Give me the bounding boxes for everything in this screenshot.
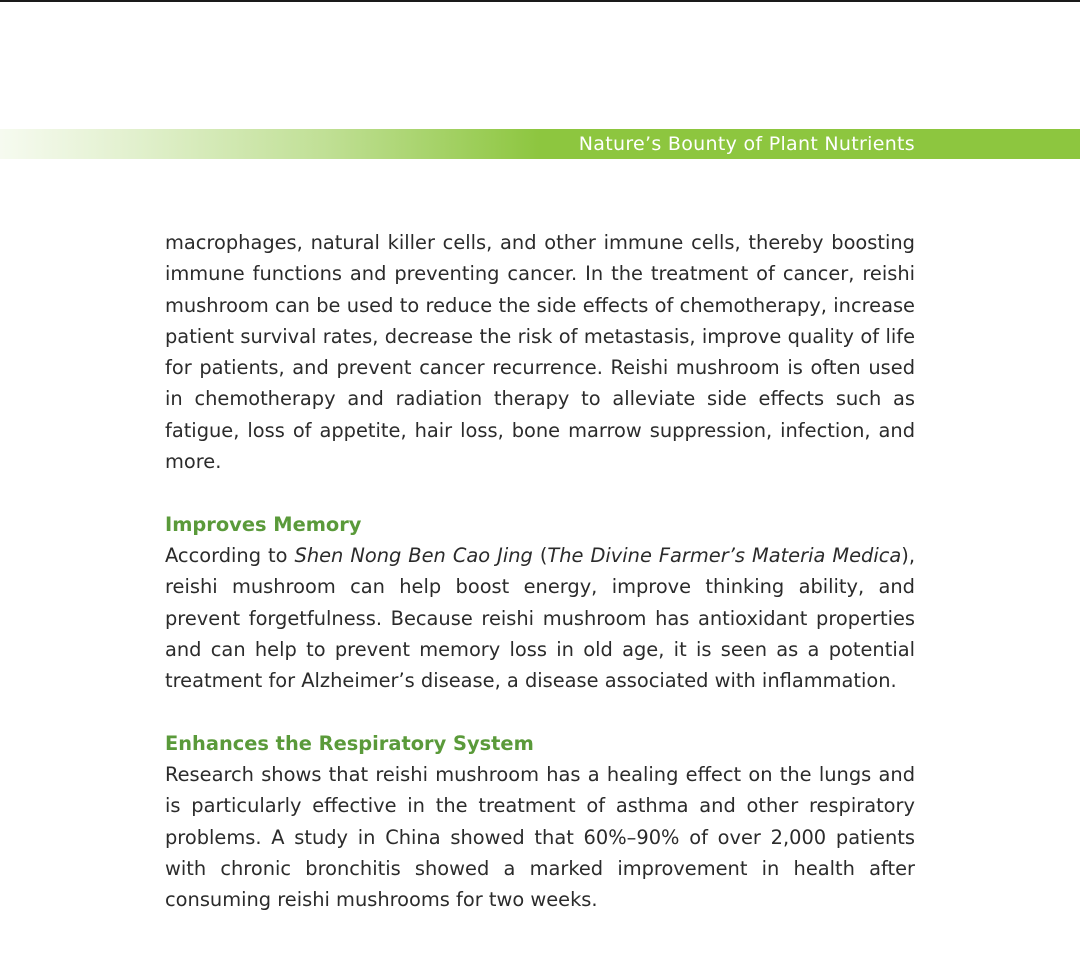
page-body bbox=[165, 227, 915, 916]
section-paragraph-memory bbox=[165, 540, 915, 696]
memory-paragraph-lead: According to bbox=[165, 543, 295, 567]
book-title-chinese: Shen Nong Ben Cao Jing bbox=[294, 543, 533, 567]
running-header-title: Nature’s Bounty of Plant Nutrients bbox=[578, 133, 915, 155]
paragraph-gap bbox=[165, 696, 915, 727]
paragraph-gap bbox=[165, 477, 915, 508]
intro-paragraph: macrophages, natural killer cells, and other immune cells, thereby boosting immune functions and preventing cancer. In the treatment of cancer, reishi mushroom can be used to reduce the side effects of chemotherapy, increase patient survival rates, decrease the risk of metastasis, improve quality of life for patients, and prevent cancer recurrence. Reishi mushroom is often used in chemotherapy and radiation therapy to alleviate side effects such as fatigue, loss of appetite, hair loss, bone marrow suppression, infection, and more. bbox=[165, 231, 915, 474]
book-title-english: The Divine Farmer’s Materia Medica bbox=[547, 543, 902, 567]
section-heading-memory: Improves Memory bbox=[165, 512, 362, 536]
section-paragraph-respiratory: Research shows that reishi mushroom has a healing effect on the lungs and is particularly effective in the treatment of asthma and other respiratory problems. A study in China showed that 60%–90% of over 2,000 patients with chronic bronchitis showed a marked improvement in health after consuming reishi mushrooms for two weeks. bbox=[165, 763, 915, 912]
top-rule bbox=[0, 0, 1080, 2]
section-heading-respiratory: Enhances the Respiratory System bbox=[165, 731, 534, 755]
memory-paragraph-rest: ), reishi mushroom can help boost energy, improve thinking ability, and prevent forgetfulness. Because reishi mushroom has antioxidant properties and can help to prevent memory loss in old age, it is seen as a potential treatment for Alzheimer’s disease, a disease associated with inflammation. bbox=[165, 543, 915, 693]
memory-paragraph-paren: ( bbox=[532, 543, 548, 567]
running-header-band bbox=[0, 129, 1080, 159]
